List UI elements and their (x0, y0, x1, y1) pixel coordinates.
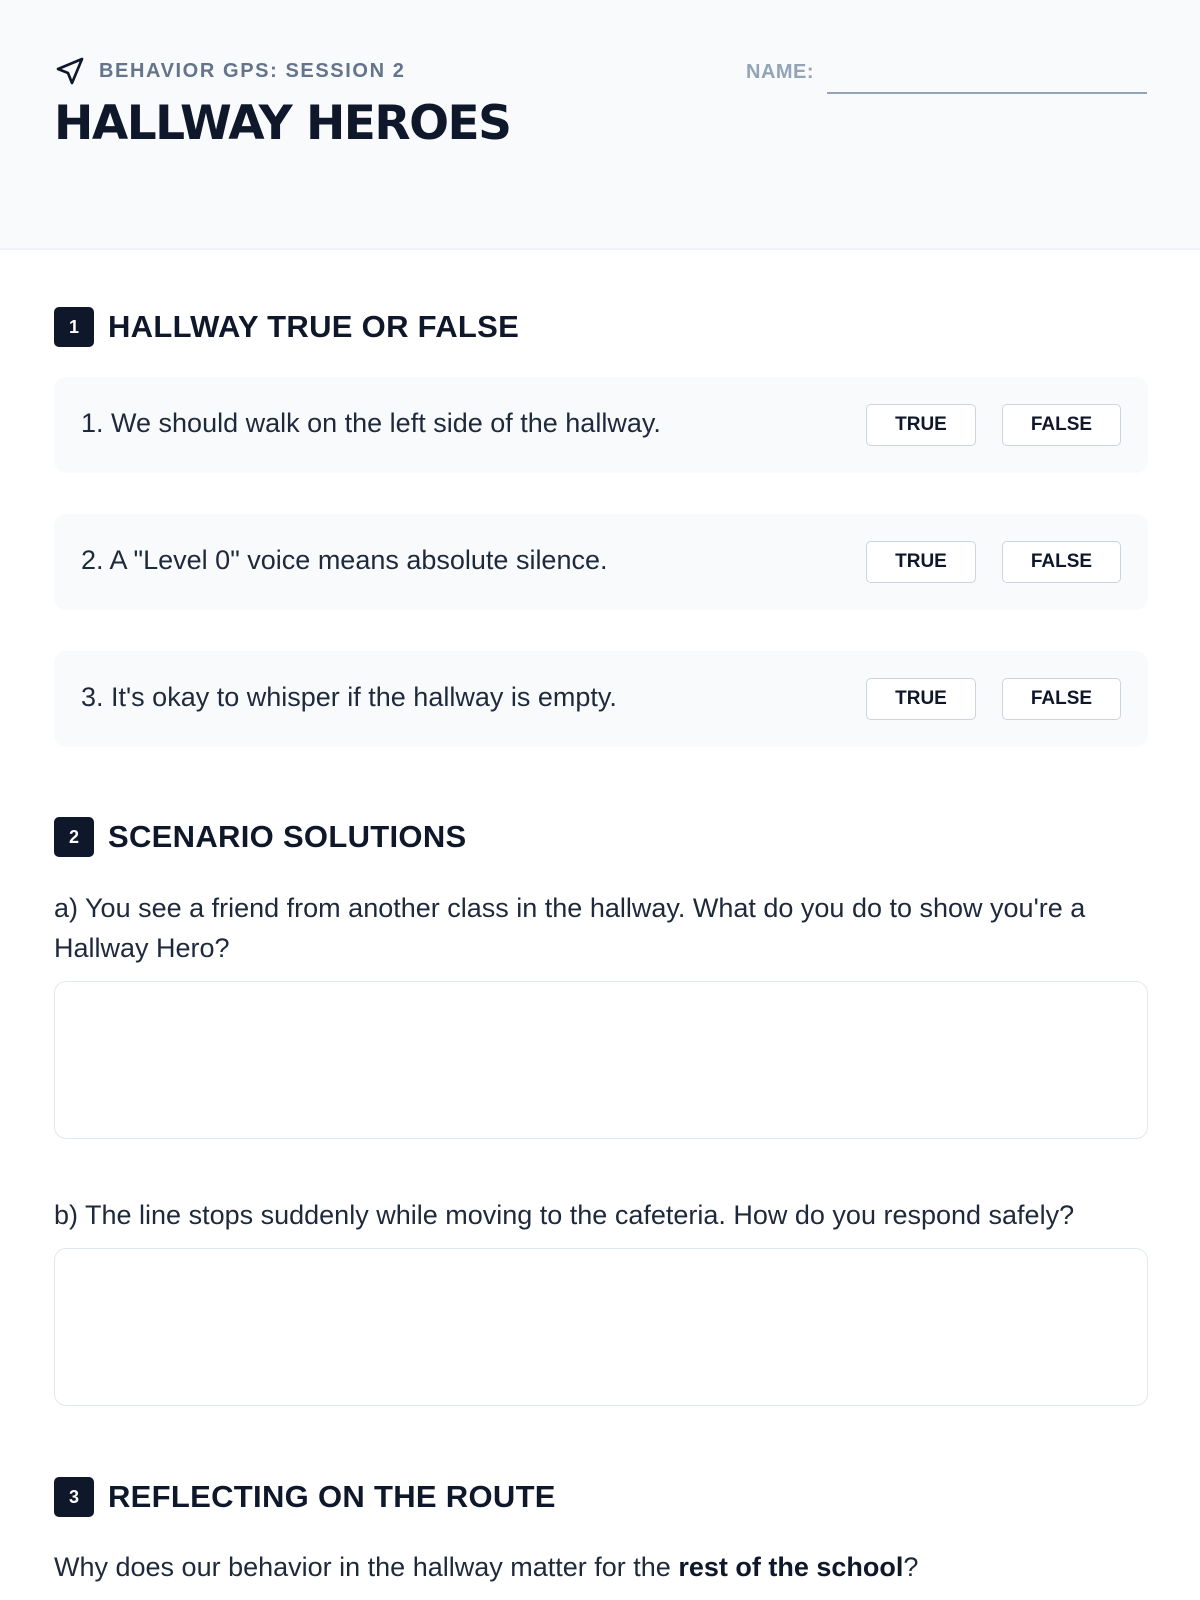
true-false-item-3 (54, 651, 1148, 747)
session-label (54, 55, 406, 87)
statement-text: 1. We should walk on the left side of the hallway. (81, 408, 661, 438)
statement-text: 3. It's okay to whisper if the hallway is empty. (81, 682, 617, 712)
false-button[interactable]: FALSE (1002, 541, 1121, 583)
scenario-b-question: b) The line stops suddenly while moving to the cafeteria. How do you respond safely? (54, 1200, 1075, 1230)
section-3-number-badge: 3 (54, 1477, 94, 1517)
reflection-question-end: ? (903, 1552, 919, 1582)
section-3-title: REFLECTING ON THE ROUTE (108, 1479, 556, 1514)
name-field[interactable] (827, 56, 1147, 94)
navigation-arrow-icon (54, 55, 86, 87)
page-title: HALLWAY HEROES (54, 96, 511, 151)
section-1-heading (54, 307, 519, 347)
reflection-question-text: Why does our behavior in the hallway matter for the (54, 1552, 679, 1582)
true-button[interactable]: TRUE (866, 404, 976, 446)
scenario-a-answer-field[interactable] (54, 981, 1148, 1139)
true-button[interactable]: TRUE (866, 541, 976, 583)
statement-text: 2. A "Level 0" voice means absolute silence. (81, 545, 608, 575)
section-2-number-badge: 2 (54, 817, 94, 857)
session-eyebrow-text: BEHAVIOR GPS: SESSION 2 (99, 59, 406, 82)
section-1-number-badge: 1 (54, 307, 94, 347)
true-button[interactable]: TRUE (866, 678, 976, 720)
true-false-item-1 (54, 377, 1148, 473)
section-1-title: HALLWAY TRUE OR FALSE (108, 309, 520, 344)
section-2-heading (54, 817, 466, 857)
false-button[interactable]: FALSE (1002, 678, 1121, 720)
scenario-b-answer-field[interactable] (54, 1248, 1148, 1406)
reflection-question (54, 1547, 1148, 1587)
section-3-heading (54, 1477, 556, 1517)
section-2-title: SCENARIO SOLUTIONS (108, 819, 467, 854)
true-false-item-2 (54, 514, 1148, 610)
scenario-a-question: a) You see a friend from another class in the hallway. What do you do to show you're a Hallway Hero? (54, 893, 1086, 963)
reflection-question-emphasis: rest of the school (678, 1552, 904, 1582)
name-label: NAME: (746, 61, 815, 83)
worksheet-header (0, 0, 1200, 250)
false-button[interactable]: FALSE (1002, 404, 1121, 446)
